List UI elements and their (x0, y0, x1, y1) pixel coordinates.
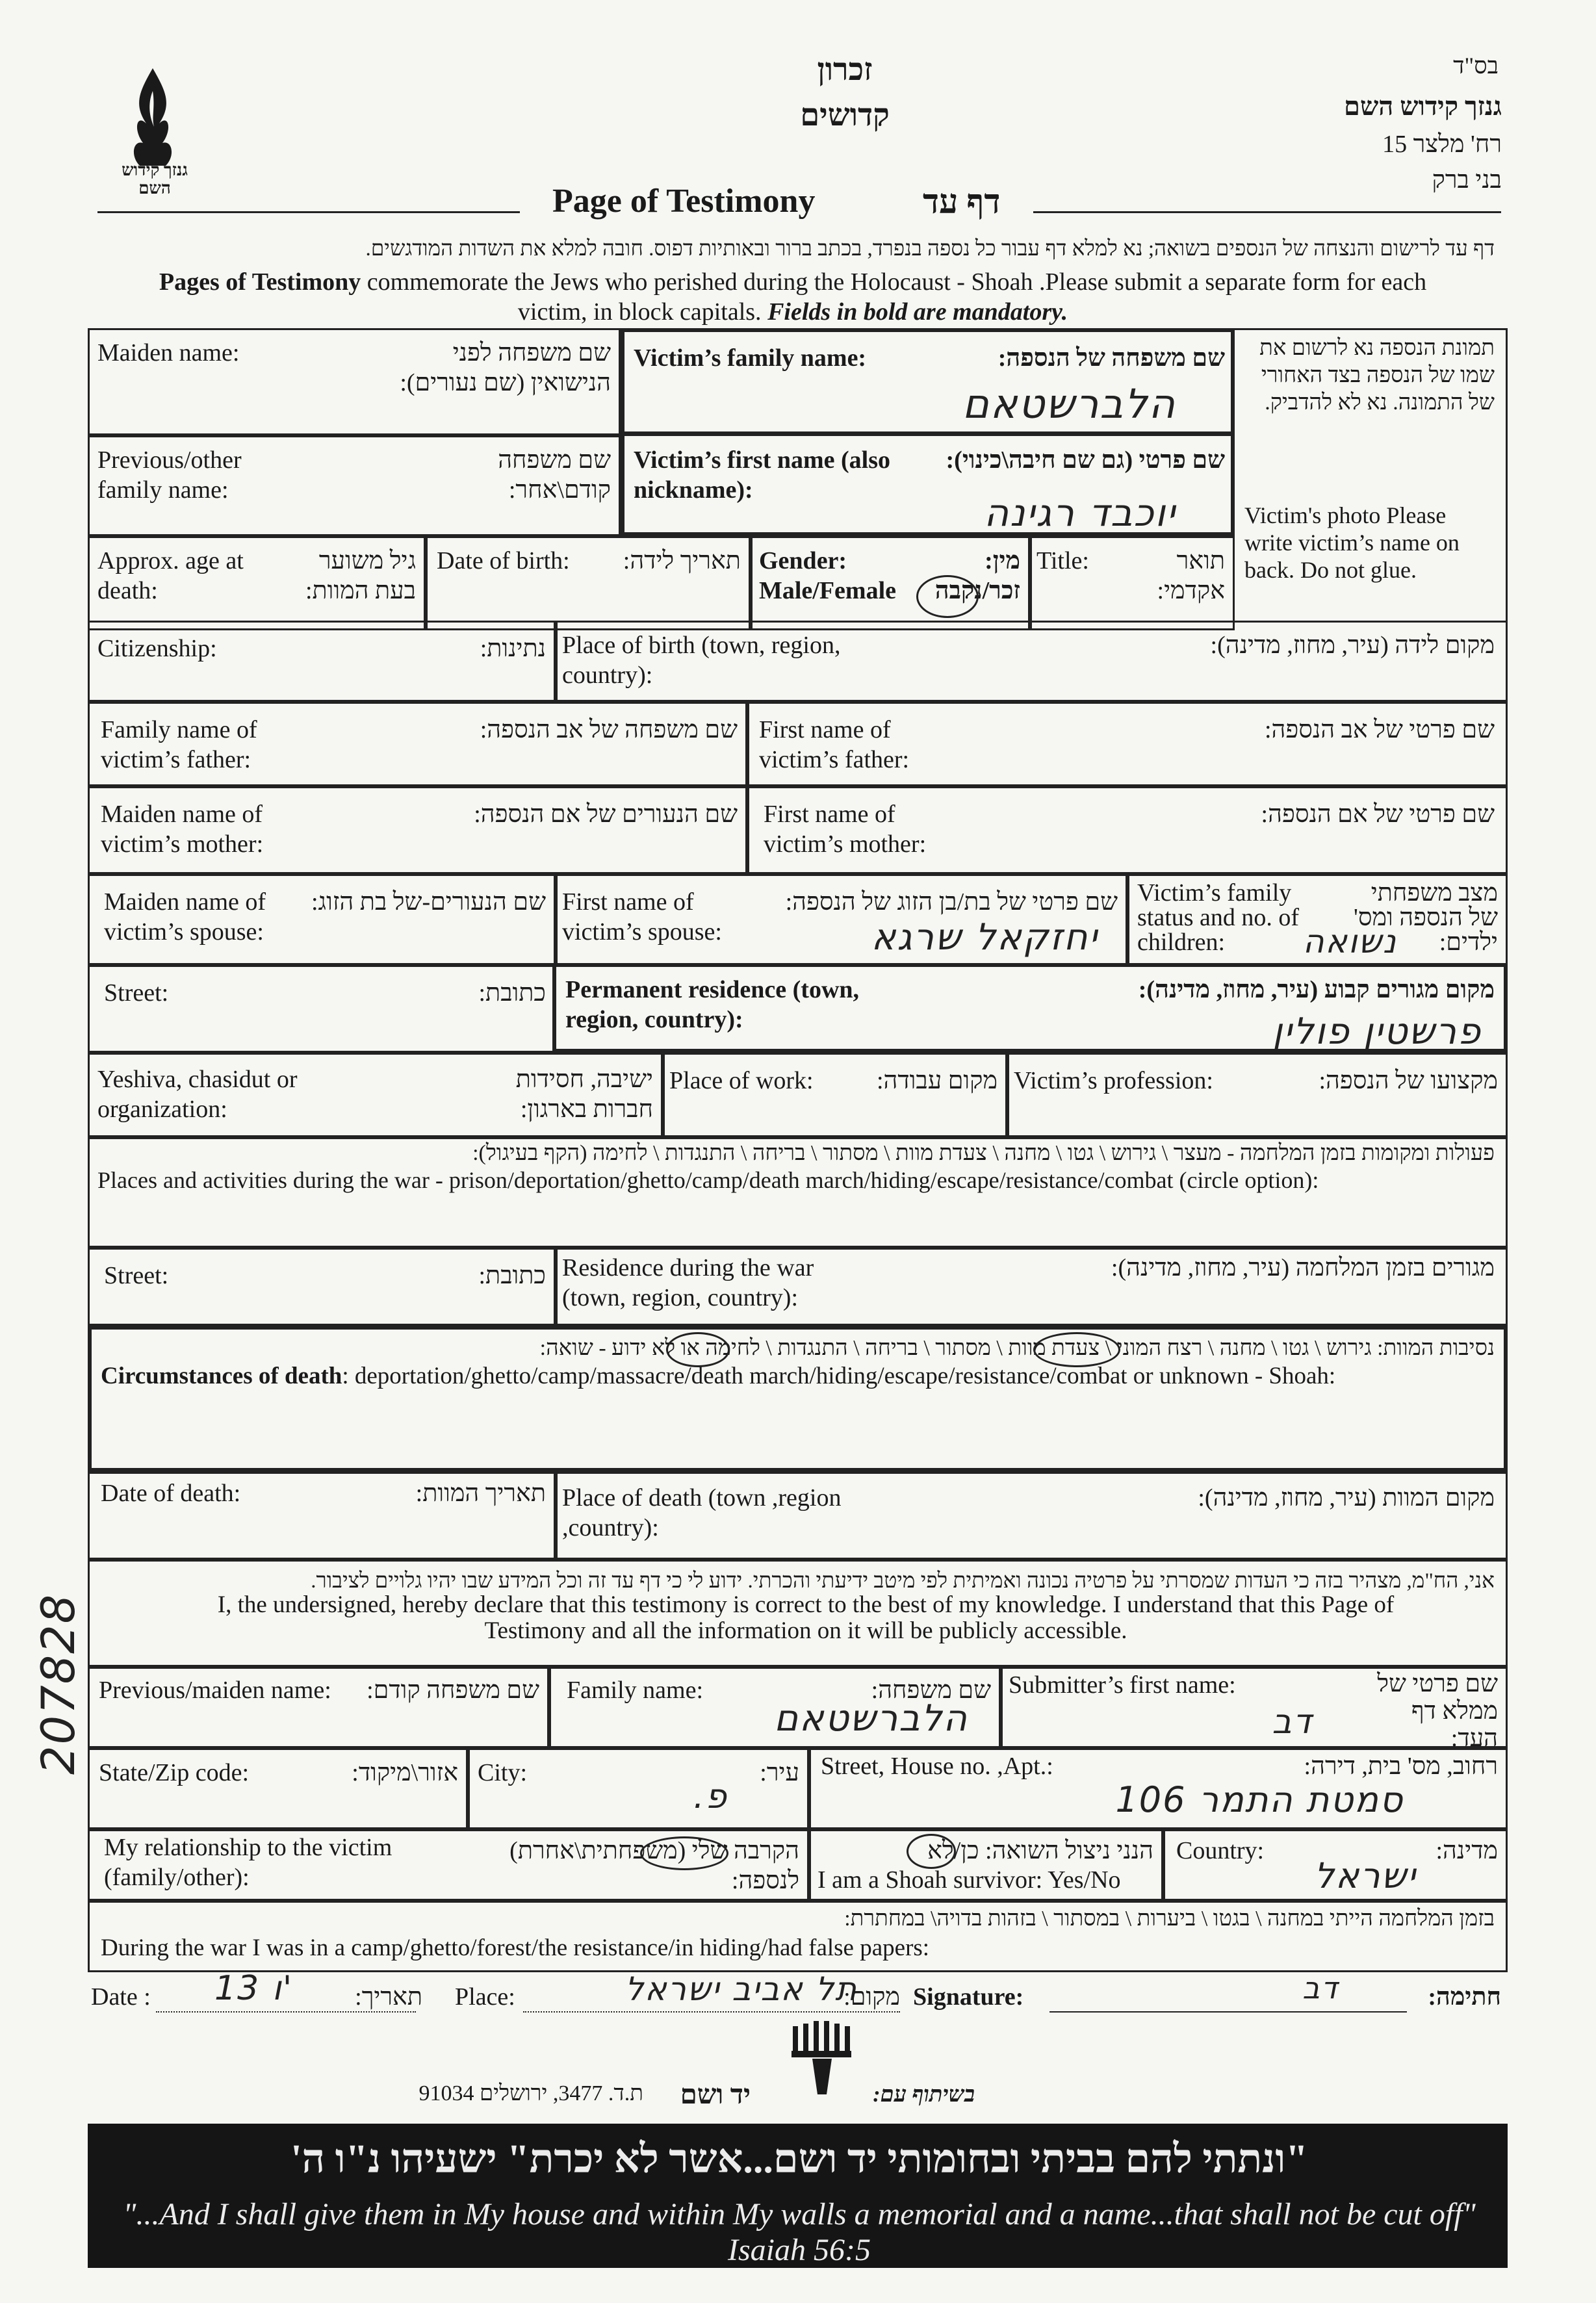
dod-label-he: תאריך המוות: (415, 1480, 546, 1507)
city-value[interactable]: פ. (693, 1777, 728, 1816)
citizenship-label-en: Citizenship: (97, 635, 217, 662)
date-value[interactable]: 13 ו' (214, 1969, 294, 2008)
war-street-label-en: Street: (104, 1262, 169, 1289)
header-bsd: בס"ד (1453, 53, 1499, 79)
side-reference-number: 207828 (32, 1593, 85, 1775)
title-label-en: Title: (1036, 547, 1089, 574)
rel-label-he: הקרבה שלי (משפחתית\אחרת) לנספה: (509, 1837, 799, 1894)
date-label-he: תאריך: (355, 1983, 422, 2011)
work-label-en: Place of work: (669, 1067, 814, 1094)
family-circle (640, 1836, 728, 1870)
profession-label-he: מקצועו של הנספה: (1319, 1067, 1498, 1094)
war-res-label-en: Residence during the war (town, region, country): (562, 1254, 814, 1311)
father-family-label-en: Family name of victim’s father: (101, 716, 257, 773)
country-label-en: Country: (1176, 1837, 1265, 1864)
yeshiva-label-en: Yeshiva, chasidut or organization: (97, 1066, 298, 1123)
gender-label-en: Gender: Male/Female (759, 547, 897, 604)
pod-label-en: Place of death (town ,region ,country): (562, 1484, 842, 1541)
verse-hebrew: "ונתתי להם בביתי ובחומותי יד ושם...אשר לא יכרת" ישעיהו נ"ו ה' (290, 2137, 1308, 2181)
victim-first-value[interactable]: יוכבד רגינה (984, 491, 1176, 535)
signature-label-he: חתימה: (1428, 1983, 1501, 2011)
father-first-label-he: שם פרטי של אב הנספה: (1264, 716, 1495, 743)
massacre-circle (1033, 1332, 1120, 1367)
profession-label-en: Victim’s profession: (1014, 1067, 1213, 1094)
victim-family-label-en: Victim’s family name: (634, 344, 867, 372)
photo-instructions-en: Victim's photo Please write victim’s name on back. Do not glue. (1244, 502, 1460, 583)
victim-family-value[interactable]: הלברשטאם (962, 380, 1176, 428)
gender-female-circle (916, 575, 979, 618)
org-street: רח' מלצר 15 (1382, 131, 1502, 158)
sub-prev-label-en: Previous/maiden name: (99, 1677, 331, 1704)
house-label-he: רחוב, מס' בית, דירה: (1304, 1753, 1498, 1780)
work-label-he: מקום עבודה: (876, 1067, 997, 1094)
title-rule-right (1033, 211, 1501, 213)
header-zikaron: זכרון (817, 53, 873, 87)
survivor-no-circle (907, 1834, 956, 1869)
war-activities-en: Places and activities during the war - prison/deportation/ghetto/camp/death march/hiding/escape/resistance/combat (circle option): (97, 1167, 1319, 1193)
victim-first-label-en: Victim’s first name (also nickname): (634, 446, 891, 504)
war-res-label-he: מגורים בזמן המלחמה (עיר, מחוז, מדינה): (1111, 1254, 1495, 1281)
dod-label-en: Date of death: (101, 1480, 241, 1507)
mother-first-label-he: שם פרטי של אם הנספה: (1261, 801, 1495, 828)
place-label-he: מקום: (843, 1983, 900, 2011)
yad-vashem-name: יד ושם (680, 2080, 751, 2110)
citizenship-label-he: נתינות: (480, 635, 546, 662)
maiden-label-he: שם משפחה לפני הנישואין (שם נעורים): (400, 339, 611, 396)
previous-label-en: Previous/other family name: (97, 446, 242, 504)
country-label-he: מדינה: (1435, 1837, 1498, 1864)
house-value[interactable]: סמטת התמר 106 (1115, 1779, 1404, 1820)
partner-label-he: בשיתוף עם: (873, 2083, 975, 2107)
place-value[interactable]: תל אביב ישראל (624, 1970, 858, 2008)
intro-english-2: victim, in block capitals. Fields in bold are mandatory. (517, 298, 1068, 326)
city-label-en: City: (478, 1759, 528, 1786)
perm-value[interactable]: פרשטין פולין (1272, 1010, 1482, 1053)
header-kedoshim: קדושים (800, 98, 890, 133)
survivor-label-he: הנני ניצול השואה: כן/לא (927, 1837, 1153, 1864)
mother-maiden-label-en: Maiden name of victim’s mother: (101, 801, 264, 858)
gender-label-he: מין: זכר/נקבה (934, 547, 1020, 604)
victim-first-label-he: שם פרטי (גם שם חיבה\כינוי): (946, 446, 1225, 474)
during-war-he: בזמן המלחמה הייתי במחנה \ בגטו \ ביערות \ במסתור \ בזהות בדויה\ במחתרת: (844, 1907, 1495, 1931)
org-city: בני ברק (1432, 166, 1502, 194)
status-label-en: Victim’s family status and no. of children: (1137, 879, 1300, 956)
logo-text: גנזך קידוש השם (122, 161, 188, 198)
spouse-maiden-label-en: Maiden name of victim’s spouse: (104, 888, 266, 946)
verse-english: "...And I shall give them in My house and within My walls a memorial and a name...that shall not be cut off" Isaiah 56:5 (123, 2197, 1476, 2267)
death-circ-en: Circumstances of death: deportation/ghetto/camp/massacre/death march/hiding/escape/resistance/combat or unknown - Shoah: (101, 1363, 1336, 1389)
title-hebrew: דף עד (923, 184, 1001, 221)
war-street-label-he: כתובת: (478, 1262, 546, 1289)
city-label-he: עיר: (760, 1759, 799, 1786)
intro-english: Pages of Testimony commemorate the Jews who perished during the Holocaust - Shoah .Please submit a separate form for each (159, 268, 1427, 296)
maiden-label-en: Maiden name: (97, 339, 240, 367)
age-label-he: גיל משוער בעת המוות: (305, 547, 416, 604)
father-family-label-he: שם משפחה של אב הנספה: (480, 716, 738, 743)
yad-vashem-logo (786, 2020, 858, 2098)
deportation-circle (666, 1332, 730, 1367)
war-activities-he: פעולות ומקומות בזמן המלחמה - מעצר \ גירוש \ גטו \ מחנה \ צעדת מוות \ מסתור \ בריחה \ התנגדות \ לחימה (הקף בעיגול): (472, 1141, 1495, 1165)
date-label-en: Date : (91, 1983, 151, 2011)
org-name: גנזך קידוש השם (1344, 92, 1502, 121)
dob-label-he: תאריך לידה: (623, 547, 741, 574)
pod-label-he: מקום המוות (עיר, מחוז, מדינה): (1198, 1484, 1495, 1512)
sub-prev-label-he: שם משפחה קודם: (367, 1677, 539, 1704)
sub-fam-label-en: Family name: (567, 1677, 704, 1704)
age-label-en: Approx. age at death: (97, 547, 244, 604)
zip-label-en: State/Zip code: (99, 1759, 250, 1786)
sub-fam-label-he: שם משפחה: (871, 1677, 991, 1704)
spouse-first-value[interactable]: יחזקאל שרגא (871, 916, 1098, 959)
title-english: Page of Testimony (552, 183, 816, 220)
mother-first-label-en: First name of victim’s mother: (764, 801, 927, 858)
sub-first-label-he: שם פרטי של ממלא דף העד: (1377, 1670, 1498, 1752)
sub-fam-value[interactable]: הלברשטאם (774, 1697, 968, 1740)
death-circ-he: נסיבות המוות: גירוש \ גטו \ מחנה \ רצח המוני \ צעדת מוות \ מסתור \ בריחה \ התנגדות \ לחימה או לא ידוע - שואה: (539, 1336, 1495, 1360)
street-label-en: Street: (104, 979, 169, 1007)
place-label-en: Place: (455, 1983, 515, 2011)
mother-maiden-label-he: שם הנעורים של אם הנספה: (474, 801, 738, 828)
street-label-he: כתובת: (478, 979, 546, 1007)
title-rule-left (97, 211, 520, 213)
yeshiva-label-he: ישיבה, חסידות חברות בארגון: (515, 1066, 653, 1123)
victim-family-label-he: שם משפחה של הנספה: (997, 344, 1225, 372)
signature-line (1049, 2011, 1407, 2013)
rel-label-en: My relationship to the victim (family/other): (104, 1834, 393, 1891)
pob-label-he: מקום לידה (עיר, מחוז, מדינה): (1210, 632, 1495, 659)
sub-first-value[interactable]: דב (1272, 1703, 1313, 1742)
spouse-maiden-label-he: שם הנעורים-של בת הזוג: (311, 888, 546, 916)
spouse-first-label-he: שם פרטי של בת/בן הזוג של הנספה: (785, 888, 1118, 916)
dob-label-en: Date of birth: (437, 547, 570, 574)
declaration-en: I, the undersigned, hereby declare that this testimony is correct to the best of my knowledge. I understand that this Page of Testimony and all the information on it will be publicly accessible. (217, 1591, 1395, 1644)
country-value[interactable]: ישראל (1314, 1855, 1417, 1896)
photo-instructions-he: תמונת הנספה נא לרשום את שמו של הנספה בצד האחורי של התמונה. נא לא להדביק. (1259, 336, 1495, 415)
father-first-label-en: First name of victim’s father: (759, 716, 910, 773)
declaration-he: אני, הח"מ, מצהיר בזה כי העדות שמסרתי על פרטיה נכונה ואמיתית לפי מיטב ידיעתי והכרתי. ידוע לי כי דף עד זה וכל המידע שבו יהיו גלויים לציבור. (311, 1569, 1495, 1593)
pob-label-en: Place of birth (town, region, country): (562, 632, 841, 689)
sub-first-label-en: Submitter’s first name: (1009, 1671, 1236, 1699)
status-value[interactable]: נשואה (1302, 923, 1397, 960)
spouse-first-label-en: First name of victim’s spouse: (562, 888, 722, 946)
house-label-en: Street, House no. ,Apt.: (821, 1753, 1053, 1780)
during-war-en: During the war I was in a camp/ghetto/forest/the resistance/in hiding/had false papers: (101, 1935, 930, 1961)
perm-label-he: מקום מגורים קבוע (עיר, מחוז, מדינה): (1138, 976, 1495, 1003)
survivor-label-en: I am a Shoah survivor: Yes/No (817, 1866, 1121, 1894)
intro-hebrew: דף עד לרישום והנצחה של הנספים בשואה; נא למלא דף עבור כל נספה בנפרד, בכתב ברור ובאותיות דפוס. חובה למלא את השדות המודגשים. (365, 237, 1495, 261)
signature-label-en: Signature: (913, 1983, 1024, 2011)
previous-label-he: שם משפחה קודם\אחר: (498, 446, 611, 504)
title-label-he: תואר אקדמי: (1157, 547, 1225, 604)
yad-vashem-address: ת.ד. 3477, ירושלים 91034 (418, 2081, 643, 2105)
perm-label-en: Permanent residence (town, region, country): (565, 976, 860, 1033)
signature-value[interactable]: דב (1302, 1970, 1339, 2005)
status-label-he: מצב משפחתי של הנספה ומס' ילדים: (1354, 879, 1498, 956)
zip-label-he: אזור\מיקוד: (352, 1759, 458, 1786)
